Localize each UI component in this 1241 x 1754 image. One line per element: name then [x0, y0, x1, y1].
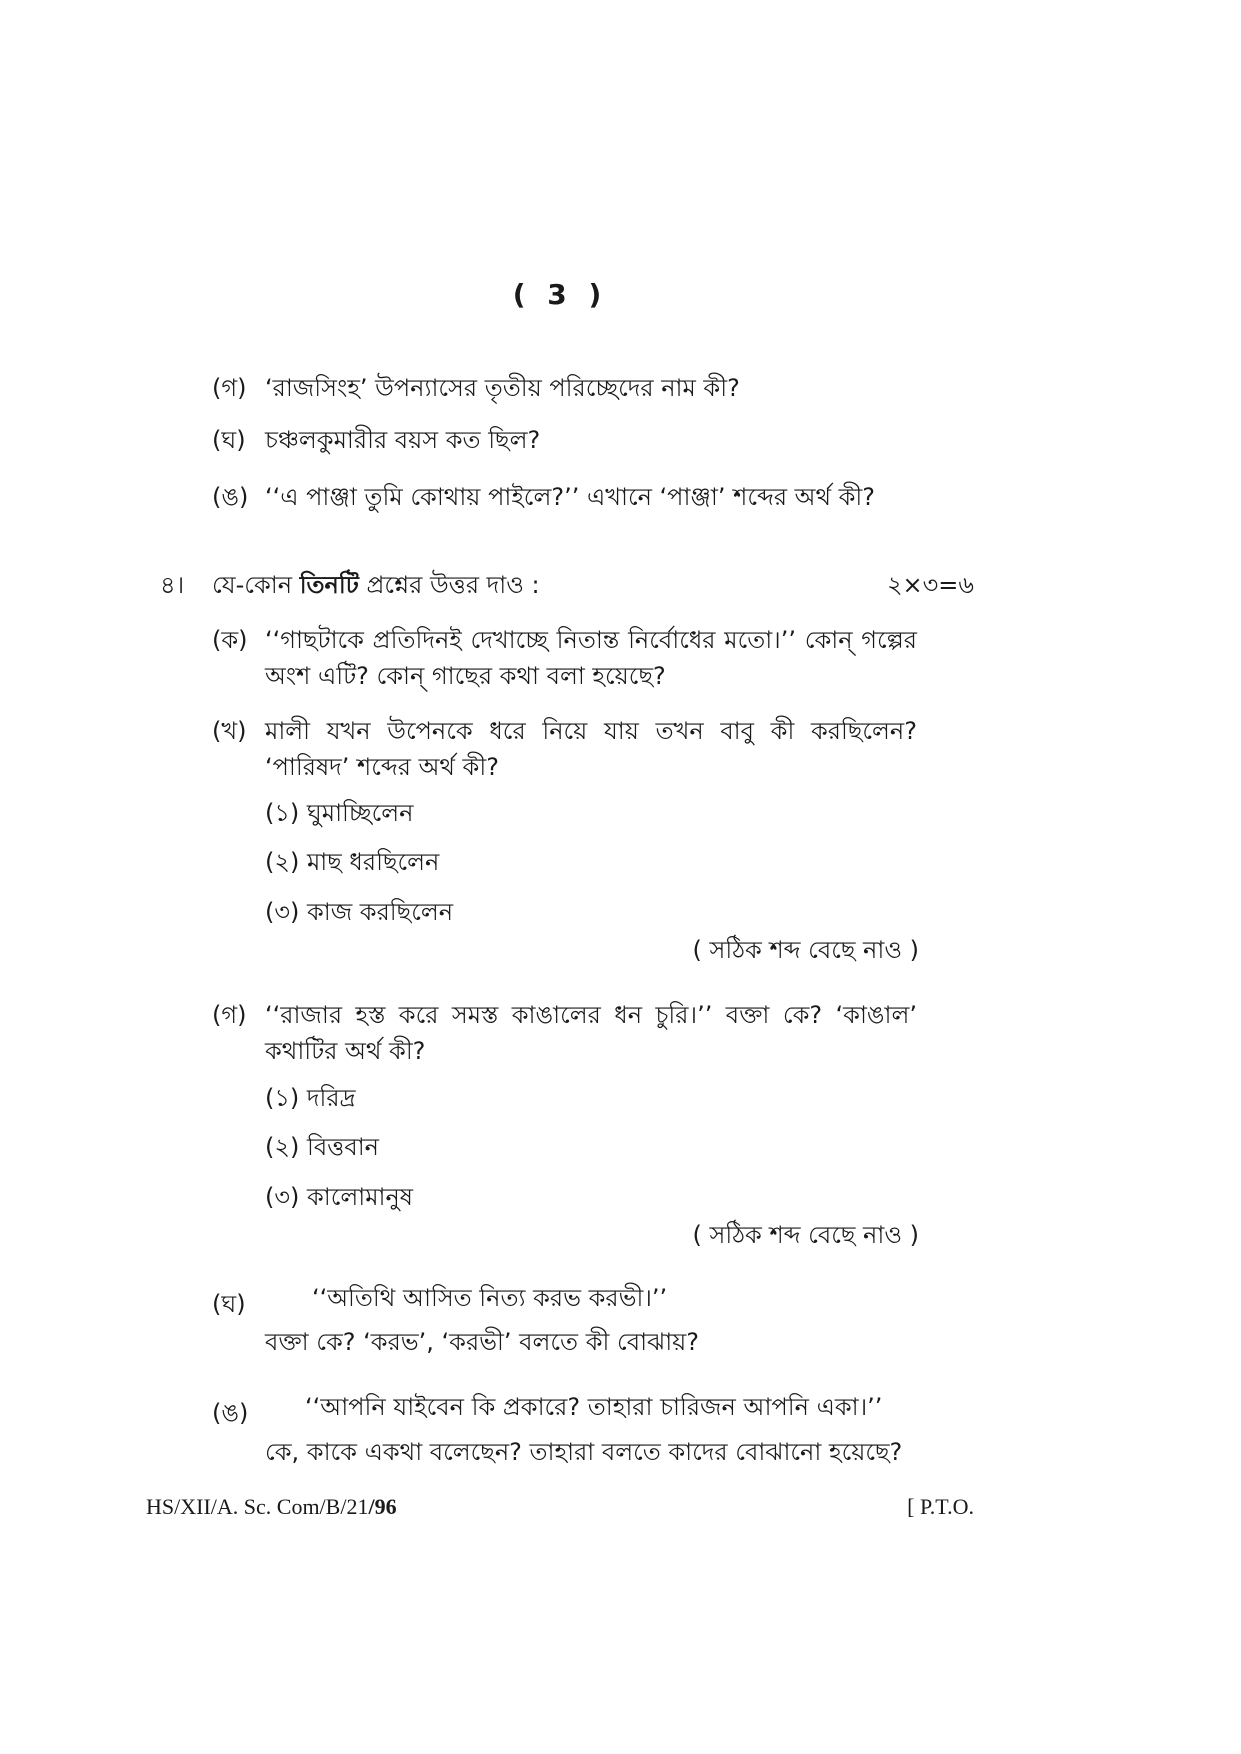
item-label: (ঙ): [212, 483, 249, 511]
option: (৩) কালোমানুষ: [265, 1183, 414, 1211]
instruction-bold: তিনটি: [299, 571, 359, 599]
option: (৩) কাজ করছিলেন: [265, 898, 454, 926]
item-label: (ঘ): [212, 426, 246, 454]
question-text: কথাটির অর্থ কী?: [265, 1037, 426, 1065]
question-text: কে, কাকে একথা বলেছেন? তাহারা বলতে কাদের বোঝানো হয়েছে?: [265, 1438, 903, 1466]
question-text: চঞ্চলকুমারীর বয়স কত ছিল?: [265, 426, 541, 454]
paper-code-suffix: /96: [368, 1494, 397, 1519]
option: (২) মাছ ধরছিলেন: [265, 848, 440, 876]
item-label: (খ): [212, 717, 247, 745]
question-text: ‘‘গাছটাকে প্রতিদিনই দেখাচ্ছে নিতান্ত নির্বোধের মতো।’’ কোন্ গল্পের: [265, 626, 917, 654]
marks: ২×৩=৬: [886, 571, 974, 599]
instruction-suffix: প্রশ্নের উত্তর দাও :: [366, 571, 540, 599]
instruction-prefix: যে-কোন: [212, 571, 293, 599]
question-text: অংশ এটি? কোন্ গাছের কথা বলা হয়েছে?: [265, 662, 666, 690]
question-text: বক্তা কে? ‘করভ’, ‘করভী’ বলতে কী বোঝায়?: [265, 1328, 700, 1356]
option: (২) বিত্তবান: [265, 1133, 379, 1161]
paper-code: [146, 1494, 397, 1520]
question-text: ‘পারিষদ’ শব্দের অর্থ কী?: [265, 753, 499, 781]
choose-instruction: ( সঠিক শব্দ বেছে নাও ): [692, 936, 919, 964]
quote-text: ‘‘আপনি যাইবেন কি প্রকারে? তাহারা চারিজন আপনি একা।’’: [305, 1393, 883, 1421]
paper-code-prefix: HS/XII/A. Sc. Com/B/21: [146, 1494, 369, 1519]
option: (১) দরিদ্র: [265, 1084, 356, 1112]
question-text: ‘রাজসিংহ’ উপন্যাসের তৃতীয় পরিচ্ছেদের নাম কী?: [265, 374, 740, 402]
pto-marker: [ P.T.O.: [907, 1494, 974, 1519]
question-text: ‘‘এ পাঞ্জা তুমি কোথায় পাইলে?’’ এখানে ‘পাঞ্জা’ শব্দের অর্থ কী?: [265, 483, 876, 511]
option: (১) ঘুমাচ্ছিলেন: [265, 799, 414, 827]
item-label: (গ): [212, 374, 247, 402]
question-instruction: [212, 569, 540, 601]
page-number: ( 3 ): [512, 278, 608, 311]
choose-instruction: ( সঠিক শব্দ বেছে নাও ): [692, 1221, 919, 1249]
item-label: (গ): [212, 1001, 247, 1029]
item-label: (ঙ): [212, 1399, 249, 1427]
item-label: (ক): [212, 626, 248, 654]
item-label: (ঘ): [212, 1290, 246, 1318]
question-text: মালী যখন উপেনকে ধরে নিয়ে যায় তখন বাবু কী করছিলেন?: [265, 717, 917, 745]
question-number: ৪।: [160, 571, 185, 599]
question-text: ‘‘রাজার হস্ত করে সমস্ত কাঙালের ধন চুরি।’’ বক্তা কে? ‘কাঙাল’: [265, 1001, 917, 1029]
quote-text: ‘‘অতিথি আসিত নিত্য করভ করভী।’’: [312, 1284, 668, 1312]
